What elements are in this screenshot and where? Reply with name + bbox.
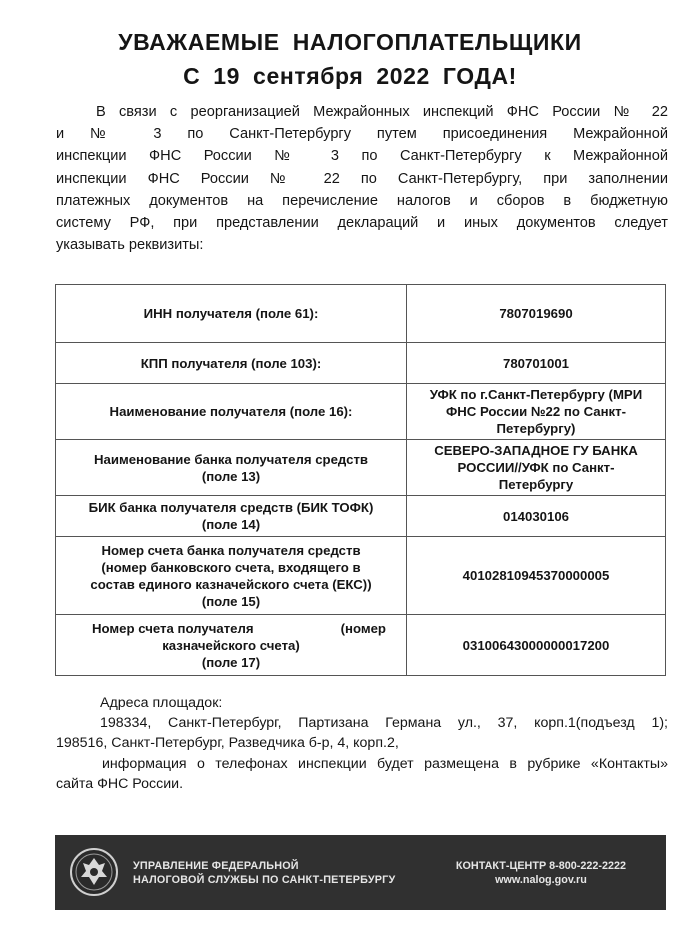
intro-line: и № 3 по Санкт-Петербургу путем присоединения Межрайонной xyxy=(56,126,668,143)
addresses-block xyxy=(56,693,668,794)
info-line: сайта ФНС России. xyxy=(56,775,184,792)
row-label xyxy=(56,440,407,496)
label-line: БИК банка получателя средств (БИК ТОФК) xyxy=(88,500,374,515)
page-subtitle: С 19 сентября 2022 ГОДА! xyxy=(183,63,517,89)
table-row xyxy=(56,615,666,676)
label-line xyxy=(62,620,400,637)
value-line: Петербургу xyxy=(498,477,574,492)
row-label: Наименование получателя (поле 16): xyxy=(56,384,407,440)
org-line: УПРАВЛЕНИЕ ФЕДЕРАЛЬНОЙ xyxy=(133,860,299,872)
value-line: СЕВЕРО-ЗАПАДНОЕ ГУ БАНКА xyxy=(434,443,638,458)
label-line: состав единого казначейского счета (ЕКС)) xyxy=(90,576,372,592)
label-part: Номер счета получателя xyxy=(92,620,254,636)
page-title: УВАЖАЕМЫЕ НАЛОГОПЛАТЕЛЬЩИКИ xyxy=(118,29,582,55)
label-line: Наименование банка получателя средств xyxy=(93,451,369,467)
row-value: 03100643000000017200 xyxy=(407,615,666,676)
table-row xyxy=(56,384,666,440)
row-label xyxy=(56,537,407,615)
contact-info xyxy=(456,859,626,887)
fns-emblem-icon xyxy=(69,847,119,897)
label-line: (поле 13) xyxy=(201,468,261,484)
table-row xyxy=(56,440,666,496)
address-line: 198516, Санкт-Петербург, Разведчика б-р, 4, корп.2, xyxy=(56,735,399,752)
info-line: информация о телефонах инспекции будет размещена в рубрике «Контакты» xyxy=(102,755,668,772)
label-line: (номер банковского счета, входящего в xyxy=(101,559,361,575)
value-line: РОССИИ//УФК по Санкт- xyxy=(457,460,615,475)
value-line: Петербургу) xyxy=(496,421,576,436)
intro-line: указывать реквизиты: xyxy=(56,237,204,254)
row-value: 7807019690 xyxy=(407,285,666,343)
label-part: (номер xyxy=(340,620,386,636)
table-row xyxy=(56,343,666,384)
table-row xyxy=(56,537,666,615)
row-label: КПП получателя (поле 103): xyxy=(56,343,407,384)
label-line: (поле 17) xyxy=(201,654,261,670)
row-label xyxy=(56,496,407,537)
table-row xyxy=(56,496,666,537)
intro-line: систему РФ, при представлении деклараций и иных документов следует xyxy=(56,215,668,232)
intro-line: инспекции ФНС России № 3 по Санкт-Петербургу к Межрайонной xyxy=(56,148,668,165)
intro-line: инспекции ФНС России № 22 по Санкт-Петербургу, при заполнении xyxy=(56,170,668,187)
row-value xyxy=(407,440,666,496)
value-line: УФК по г.Санкт-Петербургу (МРИ xyxy=(429,387,643,402)
row-label: ИНН получателя (поле 61): xyxy=(56,285,407,343)
intro-line: платежных документов на перечисление налогов и сборов в бюджетную xyxy=(56,192,668,209)
value-line: ФНС России №22 по Санкт- xyxy=(445,404,626,419)
label-line: (поле 15) xyxy=(201,593,261,609)
label-line: (поле 14) xyxy=(201,517,261,532)
row-value: 40102810945370000005 xyxy=(407,537,666,615)
row-label xyxy=(56,615,407,676)
org-name xyxy=(133,859,395,887)
org-line: НАЛОГОВОЙ СЛУЖБЫ ПО САНКТ-ПЕТЕРБУРГУ xyxy=(133,874,396,886)
requisites-table xyxy=(55,284,666,676)
row-value: 014030106 xyxy=(407,496,666,537)
footer-banner xyxy=(55,835,666,910)
intro-paragraph xyxy=(56,101,668,256)
addresses-heading: Адреса площадок: xyxy=(100,695,223,711)
table-row xyxy=(56,285,666,343)
label-line: казначейского счета) xyxy=(162,637,300,653)
row-value xyxy=(407,384,666,440)
label-line: Номер счета банка получателя средств xyxy=(101,542,361,558)
row-value: 780701001 xyxy=(407,343,666,384)
address-line: 198334, Санкт-Петербург, Партизана Германа ул., 37, корп.1(подъезд 1); xyxy=(100,715,668,732)
intro-line: В связи с реорганизацией Межрайонных инспекций ФНС России № 22 xyxy=(96,104,668,120)
contact-center: КОНТАКТ-ЦЕНТР 8-800-222-2222 xyxy=(455,860,626,872)
website-link[interactable]: www.nalog.gov.ru xyxy=(495,874,587,886)
